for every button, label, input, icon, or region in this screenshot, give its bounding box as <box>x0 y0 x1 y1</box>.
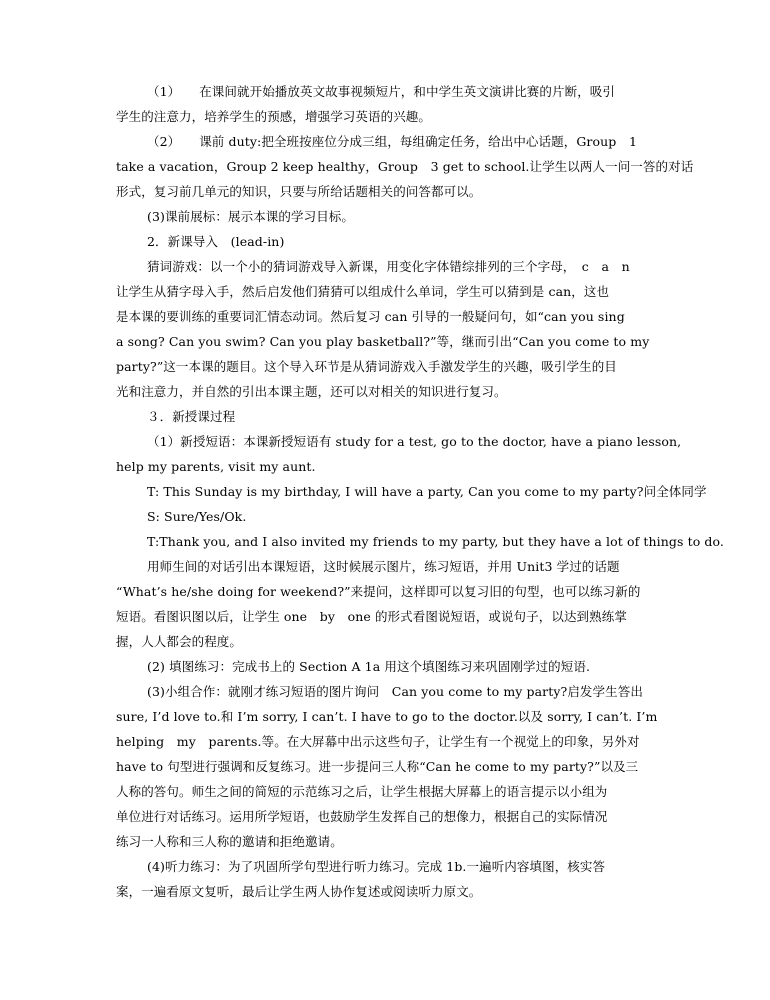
text-line: (2) 填图练习：完成书上的 Section A 1a 用这个填图练习来巩固刚学过的短语. <box>147 659 591 674</box>
text-line: 学生的注意力，培养学生的预感，增强学习英语的兴趣。 <box>116 109 432 124</box>
text-line: (3)小组合作：就刚才练习短语的图片询问 Can you come to my party?启发学生答出 <box>147 684 643 699</box>
text-line: 单位进行对话练习。运用所学短语，也鼓励学生发挥自己的想像力，根据自己的实际情况 <box>116 809 608 824</box>
text-line: sure, I’d love to.和 I’m sorry, I can’t. I have to go to the doctor.以及 sorry, I can’t. I’m <box>116 709 658 724</box>
text-line: “What’s he/she doing for weekend?”来提问，这样即可以复习旧的句型，也可以练习新的 <box>116 584 641 599</box>
text-line: （1）新授短语：本课新授短语有 study for a test, go to the doctor, have a piano lesson, <box>147 434 682 449</box>
text-line: 光和注意力，并自然的引出本课主题，还可以对相关的知识进行复习。 <box>116 384 507 399</box>
text-line: S: Sure/Yes/Ok. <box>147 509 247 524</box>
text-line: 握，人人都会的程度。 <box>116 634 243 649</box>
text-line: 是本课的要训练的重要词汇情态动词。然后复习 can 引导的一般疑问句，如“can you sing <box>116 309 625 324</box>
text-line: have to 句型进行强调和反复练习。进一步提问三人称“Can he come to my party?”以及三 <box>116 759 639 774</box>
text-line: 人称的答句。师生之间的简短的示范练习之后，让学生根据大屏幕上的语言提示以小组为 <box>116 784 608 799</box>
text-line: a song? Can you swim? Can you play basketball?”等，继而引出“Can you come to my <box>116 334 650 349</box>
text-line: (3)课前展标：展示本课的学习目标。 <box>147 209 355 224</box>
text-line: 猜词游戏：以一个小的猜词游戏导入新课，用变化字体错综排列的三个字母， c a n <box>147 259 630 274</box>
text-line: party?”这一本课的题目。这个导入环节是从猜词游戏入手激发学生的兴趣，吸引学生的目 <box>116 359 617 374</box>
text-line: 让学生从猜字母入手，然后启发他们猜猜可以组成什么单词，学生可以猜到是 can，这也 <box>116 284 610 299</box>
text-line: 短语。看图识图以后，让学生 one by one 的形式看图说短语，或说句子，以达到熟练掌 <box>116 609 627 624</box>
text-line: 案，一遍看原文复听，最后让学生两人协作复述或阅读听力原文。 <box>116 884 482 899</box>
section-heading: ３．新授课过程 <box>147 409 236 424</box>
text-line: (4)听力练习：为了巩固所学句型进行听力练习。完成 1b.一遍听内容填图，核实答 <box>147 859 606 874</box>
text-line: 形式，复习前几单元的知识，只要与所给话题相关的问答都可以。 <box>116 184 482 199</box>
text-line: 练习一人称和三人称的邀请和拒绝邀请。 <box>116 834 343 849</box>
text-line: T: This Sunday is my birthday, I will have a party, Can you come to my party?问全体同学 <box>147 484 707 499</box>
text-line: （1） 在课间就开始播放英文故事视频短片，和中学生英文演讲比赛的片断，吸引 <box>147 84 616 99</box>
text-line: help my parents, visit my aunt. <box>116 459 316 474</box>
text-line: （2） 课前 duty:把全班按座位分成三组，每组确定任务，给出中心话题，Group 1 <box>147 134 638 149</box>
text-line: 用师生间的对话引出本课短语，这时候展示图片，练习短语，并用 Unit3 学过的话题 <box>147 559 620 574</box>
section-heading: 2．新课导入 (lead-in) <box>147 234 285 249</box>
text-line: helping my parents.等。在大屏幕中出示这些句子，让学生有一个视觉上的印象，另外对 <box>116 734 640 749</box>
text-line: take a vacation，Group 2 keep healthy，Group 3 get to school.让学生以两人一问一答的对话 <box>116 159 694 174</box>
text-line: T:Thank you, and I also invited my friends to my party, but they have a lot of things to do. <box>147 534 724 549</box>
